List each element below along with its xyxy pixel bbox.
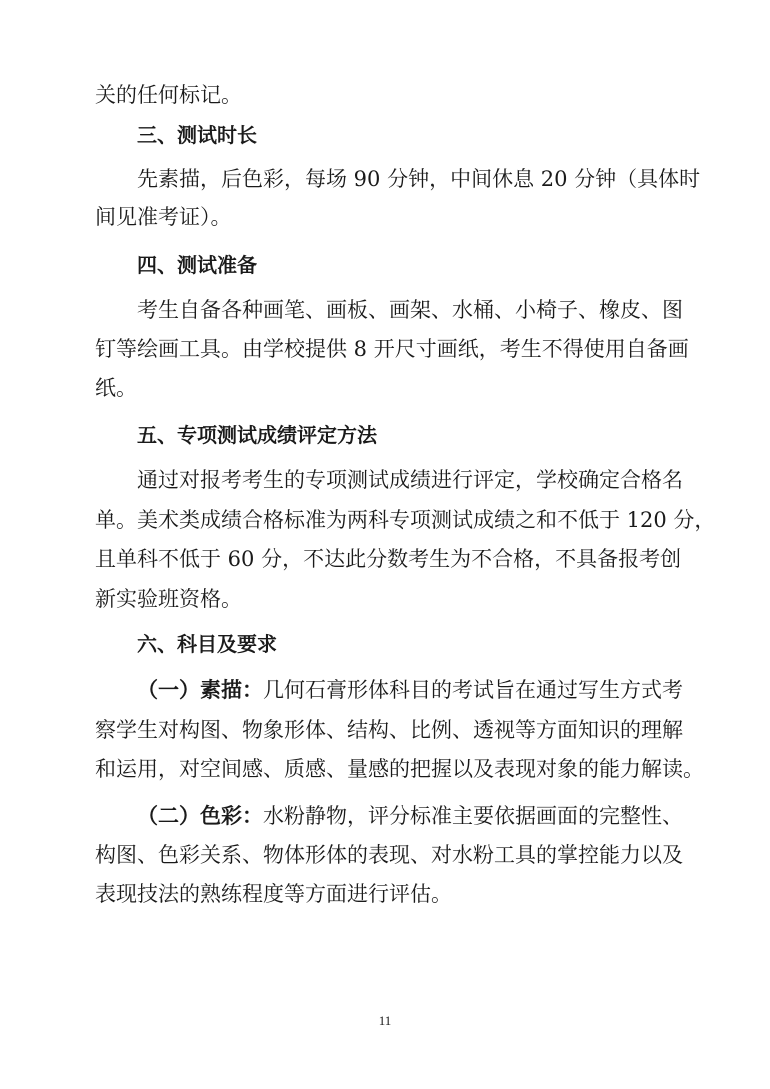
subject-label-sketch: （一）素描： [137,678,263,702]
paragraph-line: 察学生对构图、物象形体、结构、比例、透视等方面知识的理解 [95,718,683,742]
page-number: 11 [378,1013,392,1028]
section-heading-test-duration: 三、测试时长 [137,123,257,147]
paragraph-line: 构图、色彩关系、物体形体的表现、对水粉工具的掌控能力以及 [95,843,683,867]
paragraph-line: 和运用，对空间感、质感、量感的把握以及表现对象的能力解读。 [95,757,704,781]
paragraph-line: 钉等绘画工具。由学校提供 8 开尺寸画纸，考生不得使用自备画 [95,337,689,361]
paragraph-line: 间见准考证）。 [95,205,232,229]
paragraph-line: 关的任何标记。 [95,83,242,107]
paragraph-line [137,802,683,830]
paragraph-line: 通过对报考考生的专项测试成绩进行评定，学校确定合格名 [137,468,683,492]
paragraph-line: 新实验班资格。 [95,587,242,611]
paragraph-line: 且单科不低于 60 分，不达此分数考生为不合格，不具备报考创 [95,547,682,571]
paragraph-line: 表现技法的熟练程度等方面进行评估。 [95,882,452,906]
section-heading-test-preparation: 四、测试准备 [137,253,257,277]
section-heading-subjects: 六、科目及要求 [137,632,277,656]
paragraph-text: 水粉静物，评分标准主要依据画面的完整性、 [263,804,683,828]
subject-label-color: （二）色彩： [137,804,263,828]
paragraph-line: 先素描，后色彩，每场 90 分钟，中间休息 20 分钟（具体时 [137,167,701,191]
paragraph-line: 考生自备各种画笔、画板、画架、水桶、小椅子、橡皮、图 [137,298,683,322]
section-heading-score-method: 五、专项测试成绩评定方法 [137,423,377,447]
paragraph-line: 纸。 [95,376,137,400]
paragraph-line [137,676,683,704]
paragraph-line: 单。美术类成绩合格标准为两科专项测试成绩之和不低于 120 分， [95,508,716,532]
paragraph-text: 几何石膏形体科目的考试旨在通过写生方式考 [263,678,683,702]
